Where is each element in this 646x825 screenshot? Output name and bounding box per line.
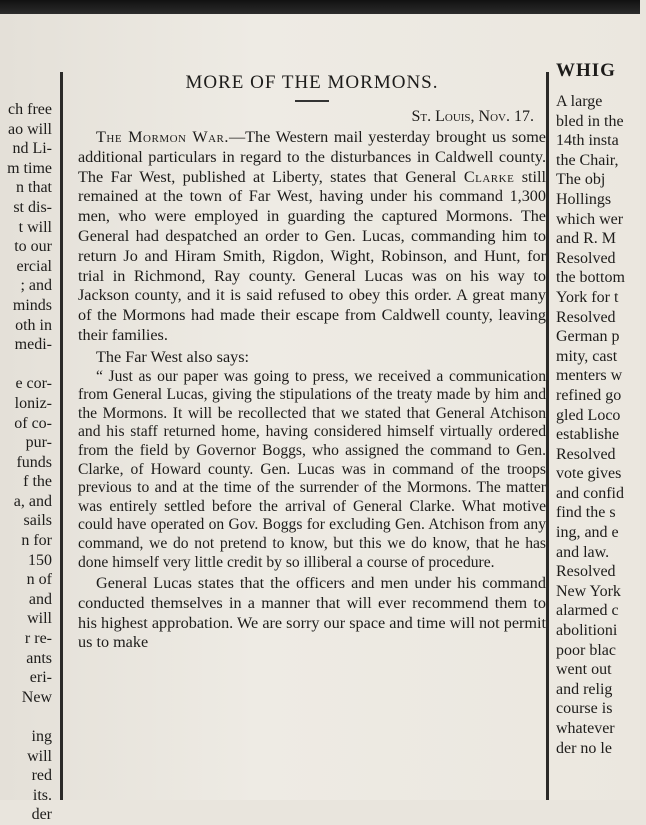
dateline: St. Louis, Nov. 17. bbox=[411, 108, 534, 125]
article-headline: MORE OF THE MORMONS. bbox=[185, 72, 439, 93]
right-line: 14th insta bbox=[556, 132, 619, 150]
left-line: ao will bbox=[8, 120, 52, 138]
right-line: A large bbox=[556, 93, 603, 110]
left-line: t will bbox=[18, 218, 52, 236]
right-line: poor blac bbox=[556, 641, 616, 659]
right-line: and relig bbox=[556, 680, 613, 698]
left-line: pur- bbox=[25, 434, 52, 452]
lead-in: The Mormon War. bbox=[96, 128, 229, 146]
right-line: course is bbox=[556, 700, 613, 718]
left-line: st dis- bbox=[13, 198, 52, 216]
right-line: Hollings bbox=[556, 190, 612, 208]
left-line: r re- bbox=[24, 630, 52, 648]
right-line: establishe bbox=[556, 426, 620, 444]
right-line: whatever bbox=[556, 720, 615, 737]
right-line: Resolved bbox=[556, 563, 616, 581]
right-line: menters w bbox=[556, 367, 623, 385]
left-line: will bbox=[27, 610, 52, 628]
right-line: the Chair, bbox=[556, 151, 619, 169]
right-column-heading: WHIG bbox=[556, 60, 616, 81]
left-line: of co- bbox=[14, 414, 52, 432]
right-line: abolitioni bbox=[556, 622, 618, 640]
left-line bbox=[0, 707, 52, 727]
left-line: n that bbox=[16, 179, 52, 197]
left-line: oth in bbox=[15, 316, 52, 334]
right-line: find the s bbox=[556, 504, 616, 522]
right-line: Resolved bbox=[556, 249, 616, 267]
article-column bbox=[78, 58, 546, 800]
right-line: New York bbox=[556, 582, 621, 600]
column-rule-right bbox=[546, 72, 549, 800]
left-line: red bbox=[31, 767, 52, 785]
left-line: ; and bbox=[20, 277, 52, 295]
left-line: will bbox=[27, 747, 52, 765]
right-line: and confid bbox=[556, 484, 624, 502]
left-line bbox=[0, 355, 52, 375]
right-line: the bottom bbox=[556, 269, 625, 287]
left-line: funds bbox=[16, 453, 52, 471]
left-line: medi- bbox=[14, 336, 52, 354]
right-line: der no le bbox=[556, 739, 612, 757]
right-column-lines bbox=[556, 92, 646, 758]
left-line: loniz- bbox=[14, 394, 52, 412]
left-column-fragment bbox=[0, 100, 52, 824]
left-line: a, and bbox=[13, 492, 52, 510]
paragraph-1-text: —The Western mail yesterday brought us some additional particulars in regard to the disturbances in Caldwell county. The Far West, published at Liberty, states that General bbox=[78, 128, 546, 186]
right-line: bled in the bbox=[556, 112, 624, 130]
article-paragraph-4: General Lucas states that the officers and men under his command conducted themselves in a manner that will ever recommend them to his highest approbation. We are sorry our space and time will not permit us to make bbox=[78, 574, 546, 652]
left-line: eri- bbox=[29, 669, 52, 687]
left-line: and bbox=[28, 590, 52, 608]
left-line: n of bbox=[26, 571, 52, 589]
paragraph-1-end: still remained at the town of Far West, having under his command 1,300 men, who were employed in guarding the captured Mormons. The General had despatched an order to Gen. Lucas, commanding him to return Jo and Hiram Smith, Rigdon, Wight, Robinson, and Hunt, for trial in Richmond, Ray county. General Lucas was on his way to Jackson county, and it is said refused to obey this order. A great many of the Mormons had made their escape from Caldwell county, leaving their families. bbox=[78, 167, 546, 344]
right-line: refined go bbox=[556, 386, 622, 404]
right-line: York for t bbox=[556, 288, 619, 306]
right-line: went out bbox=[556, 661, 612, 679]
left-line: its. bbox=[32, 786, 52, 804]
article-paragraph-1 bbox=[78, 128, 546, 346]
left-line: sails bbox=[23, 512, 52, 530]
headline-rule bbox=[295, 100, 329, 102]
right-line: gled Loco bbox=[556, 406, 621, 424]
right-line: which wer bbox=[556, 210, 624, 228]
right-line: and law. bbox=[556, 543, 610, 561]
name-clarke: Clarke bbox=[463, 167, 515, 186]
left-line: m time bbox=[7, 159, 52, 177]
column-rule-left bbox=[60, 72, 63, 800]
article-quote-paragraph: “ Just as our paper was going to press, we received a communication from General Lucas, giving the stipulations of the treaty made by him and the Mormons. It will be recollected that we stated that General Atchison and his staff returned home, having considered himself virtually ordered from the field by Governor Boggs, who assigned the command to Gen. Clarke, of Howard county. Gen. Lucas was in command of the troops previous to and at the time of the surrender of the Mormons. The matter was entirely settled before the arrival of General Clarke. What motive could have operated on Gov. Boggs for excluding Gen. Atchison from any command, we do not pretend to know, but this we do know, that he has done himself very little credit by so illiberal a course of procedure. bbox=[78, 367, 546, 571]
left-line: 150 bbox=[28, 551, 52, 569]
left-line: to our bbox=[14, 238, 52, 256]
left-line: e cor- bbox=[15, 375, 52, 393]
left-line: ants bbox=[26, 649, 52, 667]
right-line: Resolved bbox=[556, 445, 616, 463]
right-line: alarmed c bbox=[556, 602, 619, 620]
left-line: f the bbox=[23, 473, 52, 491]
left-line: ing bbox=[31, 728, 52, 745]
left-line: minds bbox=[12, 296, 52, 314]
right-line: vote gives bbox=[556, 465, 622, 483]
right-column-fragment bbox=[556, 60, 646, 800]
right-line: Resolved bbox=[556, 308, 616, 326]
left-line: nd Li- bbox=[12, 140, 52, 158]
left-line: New bbox=[21, 688, 52, 706]
article-paragraph-2: The Far West also says: bbox=[96, 347, 250, 366]
right-line: mity, cast bbox=[556, 347, 618, 365]
left-line: ercial bbox=[16, 257, 52, 275]
left-line: ch free bbox=[8, 101, 52, 118]
left-line: der bbox=[31, 806, 52, 824]
left-line: n for bbox=[21, 532, 52, 550]
right-line: ing, and e bbox=[556, 524, 619, 542]
right-line: German p bbox=[556, 328, 620, 346]
right-line: The obj bbox=[556, 171, 606, 189]
right-line: and R. M bbox=[556, 230, 616, 248]
